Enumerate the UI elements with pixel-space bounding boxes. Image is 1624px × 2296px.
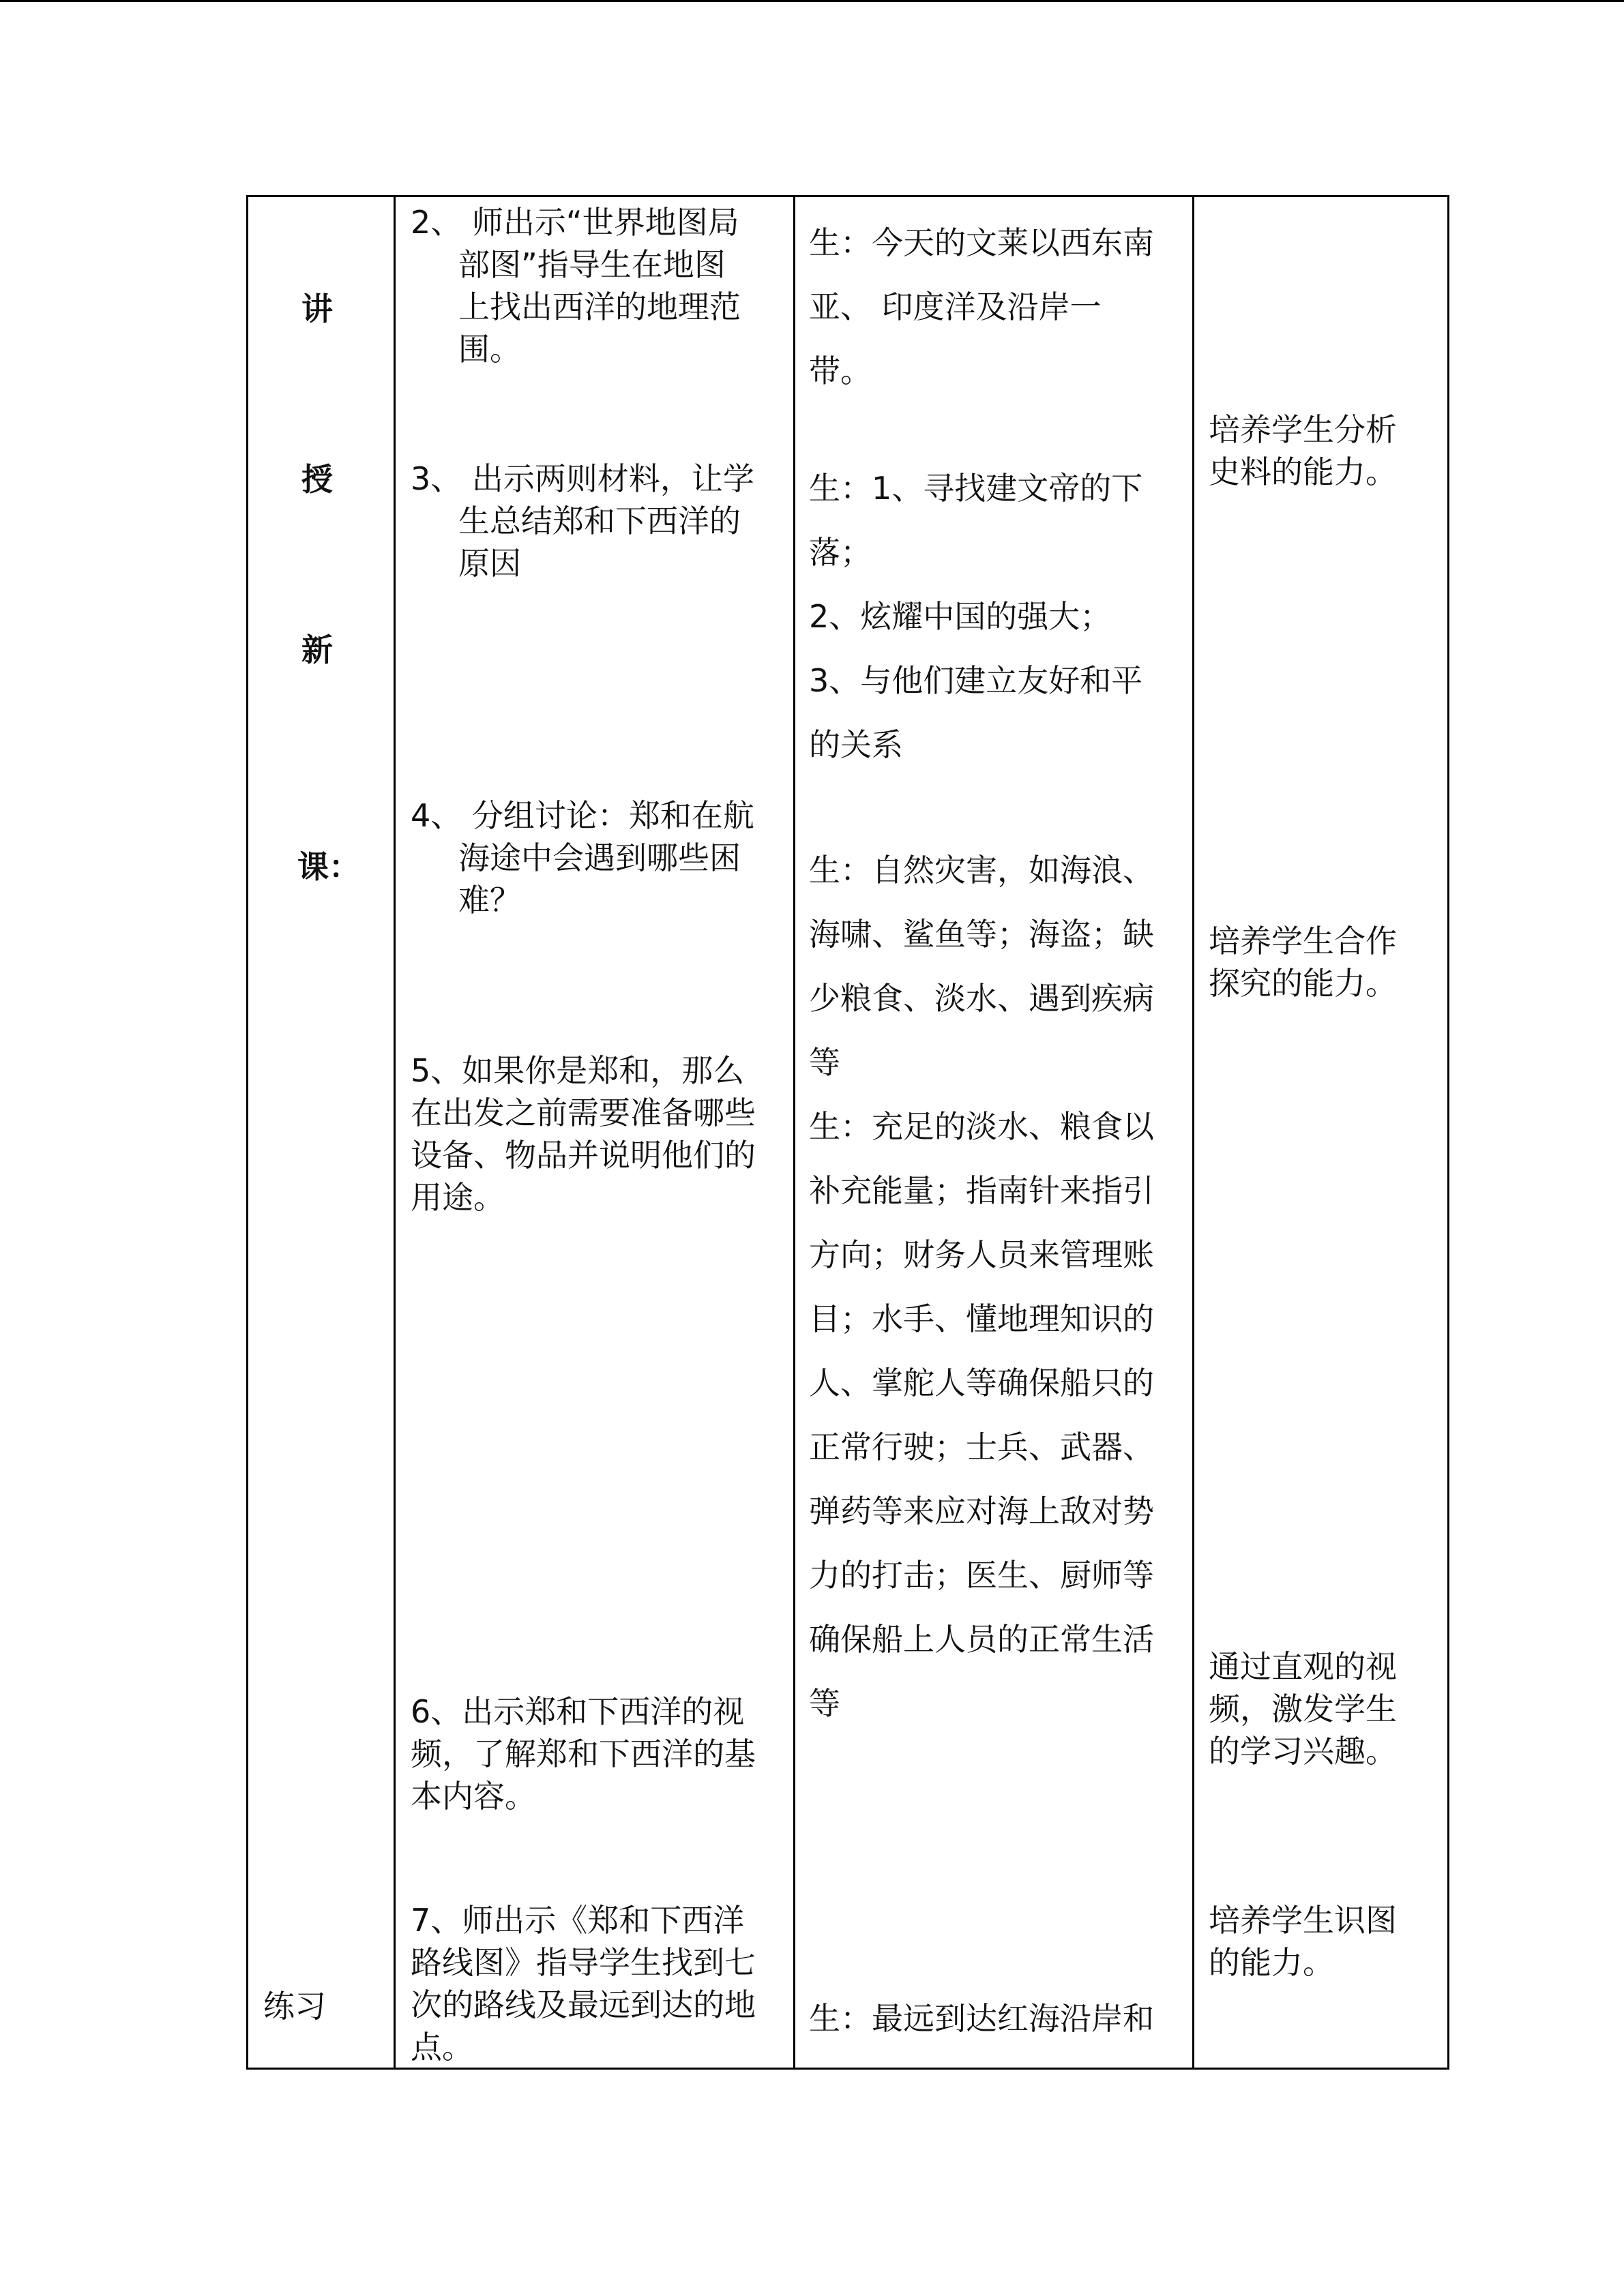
student-answer-3 bbox=[809, 838, 1154, 1094]
purpose-note-2 bbox=[1209, 920, 1397, 1004]
text-line: 3、 出示两则材料，让学 bbox=[411, 460, 754, 497]
text-line: 2、炫耀中国的强大； bbox=[809, 598, 1112, 635]
text-line: 培养学生合作 bbox=[1209, 923, 1397, 959]
text-line: 通过直观的视 bbox=[1209, 1648, 1397, 1685]
text-line: 围。 bbox=[458, 331, 521, 368]
text-line: 正常行驶；士兵、武器、 bbox=[809, 1429, 1154, 1465]
text-line: 生：充足的淡水、粮食以 bbox=[809, 1108, 1154, 1145]
text-line: 生：今天的文莱以西东南 bbox=[809, 224, 1154, 261]
text-line: 用途。 bbox=[411, 1179, 505, 1216]
purpose-note-3 bbox=[1209, 1645, 1397, 1772]
text-line: 频，激发学生 bbox=[1209, 1690, 1397, 1727]
text-line: 生总结郑和下西洋的 bbox=[458, 503, 741, 539]
teacher-step-3 bbox=[411, 458, 754, 584]
section-label-char: 讲 bbox=[301, 290, 333, 327]
text-line: 亚、 印度洋及沿岸一 bbox=[809, 288, 1102, 325]
practice-label: 练习 bbox=[263, 1988, 326, 2025]
text-line: 带。 bbox=[809, 353, 872, 389]
text-line: 弹药等来应对海上敌对势 bbox=[809, 1493, 1154, 1530]
student-answer-4 bbox=[809, 1094, 1154, 1735]
text-line: 补充能量；指南针来指引 bbox=[809, 1172, 1154, 1209]
student-answer-1 bbox=[809, 211, 1154, 403]
teacher-step-2 bbox=[411, 201, 741, 370]
column-divider bbox=[793, 197, 795, 2068]
text-line: 难？ bbox=[458, 882, 521, 919]
text-line: 点。 bbox=[411, 2029, 473, 2066]
text-line: 探究的能力。 bbox=[1209, 965, 1397, 1002]
text-line: 生：1、寻找建文帝的下 bbox=[809, 470, 1143, 507]
purpose-note-1 bbox=[1209, 408, 1397, 493]
text-line: 5、如果你是郑和，那么 bbox=[411, 1052, 745, 1089]
text-line: 生：自然灾害，如海浪、 bbox=[809, 852, 1154, 889]
text-line: 在出发之前需要准备哪些 bbox=[411, 1094, 756, 1131]
text-line: 4、 分组讨论：郑和在航 bbox=[411, 797, 754, 834]
text-line: 频，了解郑和下西洋的基 bbox=[411, 1735, 756, 1772]
text-line: 本内容。 bbox=[411, 1778, 536, 1815]
text-line: 的能力。 bbox=[1209, 1944, 1334, 1981]
teacher-step-6 bbox=[411, 1690, 756, 1817]
text-line: 力的打击；医生、厨师等 bbox=[809, 1557, 1154, 1594]
text-line: 等 bbox=[809, 1044, 840, 1081]
teacher-step-7 bbox=[411, 1899, 756, 2068]
lesson-plan-table bbox=[246, 195, 1449, 2070]
text-line: 6、出示郑和下西洋的视 bbox=[411, 1693, 745, 1730]
text-line: 设备、物品并说明他们的 bbox=[411, 1137, 756, 1174]
text-line: 方向；财务人员来管理账 bbox=[809, 1236, 1154, 1273]
text-line: 目；水手、懂地理知识的 bbox=[809, 1300, 1154, 1337]
text-line: 次的路线及最远到达的地 bbox=[411, 1986, 756, 2023]
text-line: 的学习兴趣。 bbox=[1209, 1733, 1397, 1770]
column-divider bbox=[394, 197, 396, 2068]
student-answer-2 bbox=[809, 456, 1142, 777]
text-line: 2、 师出示“世界地图局 bbox=[411, 204, 739, 241]
text-line: 确保船上人员的正常生活 bbox=[809, 1621, 1154, 1658]
page-top-border bbox=[0, 0, 1624, 2]
text-line: 原因 bbox=[458, 545, 521, 582]
text-line: 等 bbox=[809, 1685, 840, 1722]
text-line: 人、掌舵人等确保船只的 bbox=[809, 1365, 1154, 1401]
text-line: 的关系 bbox=[809, 726, 903, 763]
text-line: 少粮食、淡水、遇到疾病 bbox=[809, 980, 1154, 1017]
teacher-step-5 bbox=[411, 1049, 756, 1219]
teacher-step-4 bbox=[411, 794, 754, 921]
text-line: 海啸、鲨鱼等；海盗；缺 bbox=[809, 916, 1154, 953]
text-line: 培养学生分析 bbox=[1209, 411, 1397, 448]
column-divider bbox=[1192, 197, 1194, 2068]
purpose-note-4 bbox=[1209, 1899, 1397, 1984]
text-line: 3、与他们建立友好和平 bbox=[809, 662, 1143, 699]
text-line: 部图”指导生在地图 bbox=[458, 246, 726, 283]
text-line: 路线图》指导学生找到七 bbox=[411, 1944, 756, 1981]
text-line: 落； bbox=[809, 534, 872, 571]
section-label-char: 新 bbox=[301, 631, 333, 668]
section-label-char: 课： bbox=[297, 848, 360, 885]
text-line: 7、师出示《郑和下西洋 bbox=[411, 1902, 745, 1939]
section-label-char: 授 bbox=[301, 461, 333, 498]
text-line: 生：最远到达红海沿岸和 bbox=[809, 2000, 1154, 2037]
text-line: 史料的能力。 bbox=[1209, 453, 1397, 490]
text-line: 培养学生识图 bbox=[1209, 1902, 1397, 1939]
text-line: 海途中会遇到哪些困 bbox=[458, 839, 741, 876]
student-answer-5 bbox=[809, 1997, 1154, 2040]
text-line: 上找出西洋的地理范 bbox=[458, 288, 741, 325]
